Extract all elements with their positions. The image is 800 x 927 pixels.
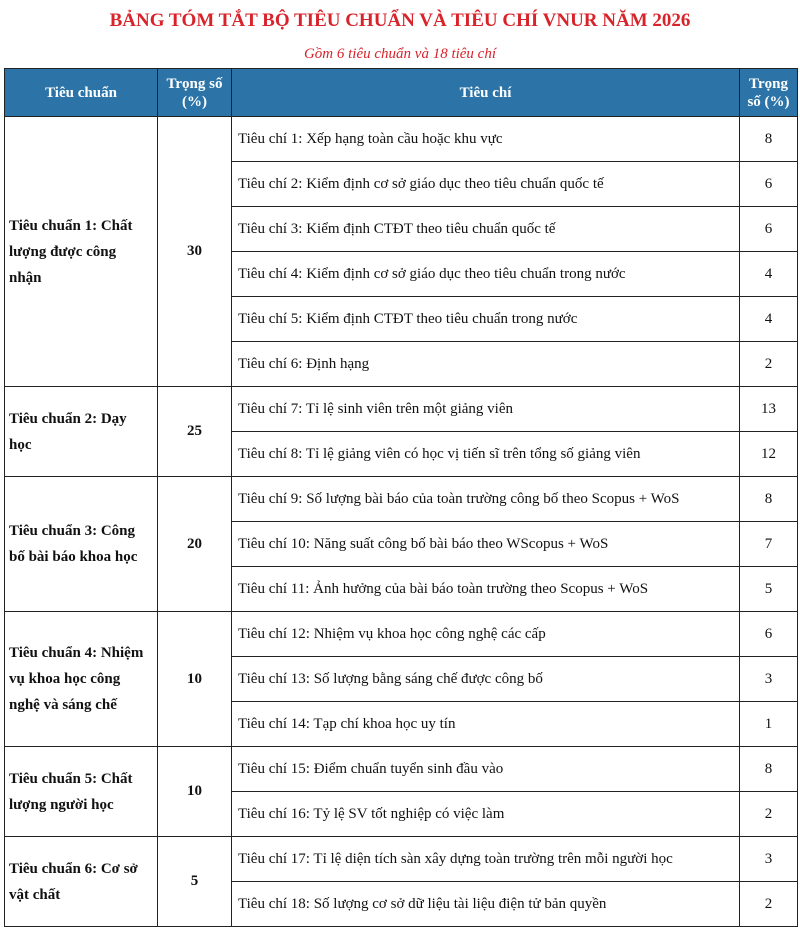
criterion-weight: 8 [740,747,798,792]
criterion-weight: 6 [740,207,798,252]
criterion-weight: 6 [740,612,798,657]
standard-weight: 20 [158,477,232,612]
criterion-weight: 1 [740,702,798,747]
criterion-name: Tiêu chí 15: Điểm chuẩn tuyển sinh đầu vào [232,747,740,792]
standard-weight: 5 [158,837,232,927]
criterion-name: Tiêu chí 4: Kiểm định cơ sở giáo dục theo tiêu chuẩn trong nước [232,252,740,297]
table-body [5,117,798,927]
criterion-weight: 2 [740,792,798,837]
standard-weight: 30 [158,117,232,387]
standard-name: Tiêu chuẩn 2: Dạy học [5,387,158,477]
criterion-name: Tiêu chí 16: Tỷ lệ SV tốt nghiệp có việc làm [232,792,740,837]
header-standard-weight: Trọng số (%) [158,69,232,117]
header-standard: Tiêu chuẩn [5,69,158,117]
standard-weight: 10 [158,612,232,747]
standard-weight: 25 [158,387,232,477]
criterion-name: Tiêu chí 2: Kiểm định cơ sở giáo dục theo tiêu chuẩn quốc tế [232,162,740,207]
criterion-name: Tiêu chí 11: Ảnh hưởng của bài báo toàn trường theo Scopus + WoS [232,567,740,612]
criterion-name: Tiêu chí 17: Tỉ lệ diện tích sàn xây dựng toàn trường trên mỗi người học [232,837,740,882]
page-title: BẢNG TÓM TẮT BỘ TIÊU CHUẨN VÀ TIÊU CHÍ VNUR NĂM 2026 [109,10,691,31]
criterion-weight: 2 [740,342,798,387]
criterion-weight: 5 [740,567,798,612]
header-criterion-weight: Trọng số (%) [740,69,798,117]
criterion-weight: 3 [740,657,798,702]
criterion-name: Tiêu chí 14: Tạp chí khoa học uy tín [232,702,740,747]
criteria-table [4,68,798,927]
criterion-name: Tiêu chí 12: Nhiệm vụ khoa học công nghệ các cấp [232,612,740,657]
table-row [5,477,798,522]
criterion-weight: 13 [740,387,798,432]
standard-name: Tiêu chuẩn 3: Công bố bài báo khoa học [5,477,158,612]
criterion-name: Tiêu chí 18: Số lượng cơ sở dữ liệu tài liệu điện tử bản quyền [232,882,740,927]
criterion-name: Tiêu chí 13: Số lượng bằng sáng chế được công bố [232,657,740,702]
criterion-name: Tiêu chí 10: Năng suất công bố bài báo theo WScopus + WoS [232,522,740,567]
table-header-row [5,69,798,117]
criterion-weight: 12 [740,432,798,477]
criterion-weight: 7 [740,522,798,567]
criterion-name: Tiêu chí 3: Kiểm định CTĐT theo tiêu chuẩn quốc tế [232,207,740,252]
standard-name: Tiêu chuẩn 1: Chất lượng được công nhận [5,117,158,387]
criterion-name: Tiêu chí 1: Xếp hạng toàn cầu hoặc khu vực [232,117,740,162]
criterion-weight: 6 [740,162,798,207]
criterion-name: Tiêu chí 6: Định hạng [232,342,740,387]
standard-name: Tiêu chuẩn 6: Cơ sở vật chất [5,837,158,927]
criterion-weight: 2 [740,882,798,927]
table-row [5,747,798,792]
criterion-weight: 4 [740,252,798,297]
criterion-name: Tiêu chí 9: Số lượng bài báo của toàn trường công bố theo Scopus + WoS [232,477,740,522]
table-row [5,612,798,657]
criterion-weight: 8 [740,117,798,162]
standard-name: Tiêu chuẩn 5: Chất lượng người học [5,747,158,837]
criterion-name: Tiêu chí 8: Tỉ lệ giảng viên có học vị tiến sĩ trên tổng số giảng viên [232,432,740,477]
header-criterion: Tiêu chí [232,69,740,117]
table-row [5,837,798,882]
standard-weight: 10 [158,747,232,837]
standard-name: Tiêu chuẩn 4: Nhiệm vụ khoa học công nghệ và sáng chế [5,612,158,747]
criterion-weight: 3 [740,837,798,882]
criterion-weight: 4 [740,297,798,342]
criterion-name: Tiêu chí 7: Tỉ lệ sinh viên trên một giảng viên [232,387,740,432]
criterion-weight: 8 [740,477,798,522]
page-subtitle: Gồm 6 tiêu chuẩn và 18 tiêu chí [303,46,497,62]
table-row [5,117,798,162]
criterion-name: Tiêu chí 5: Kiểm định CTĐT theo tiêu chuẩn trong nước [232,297,740,342]
table-row [5,387,798,432]
